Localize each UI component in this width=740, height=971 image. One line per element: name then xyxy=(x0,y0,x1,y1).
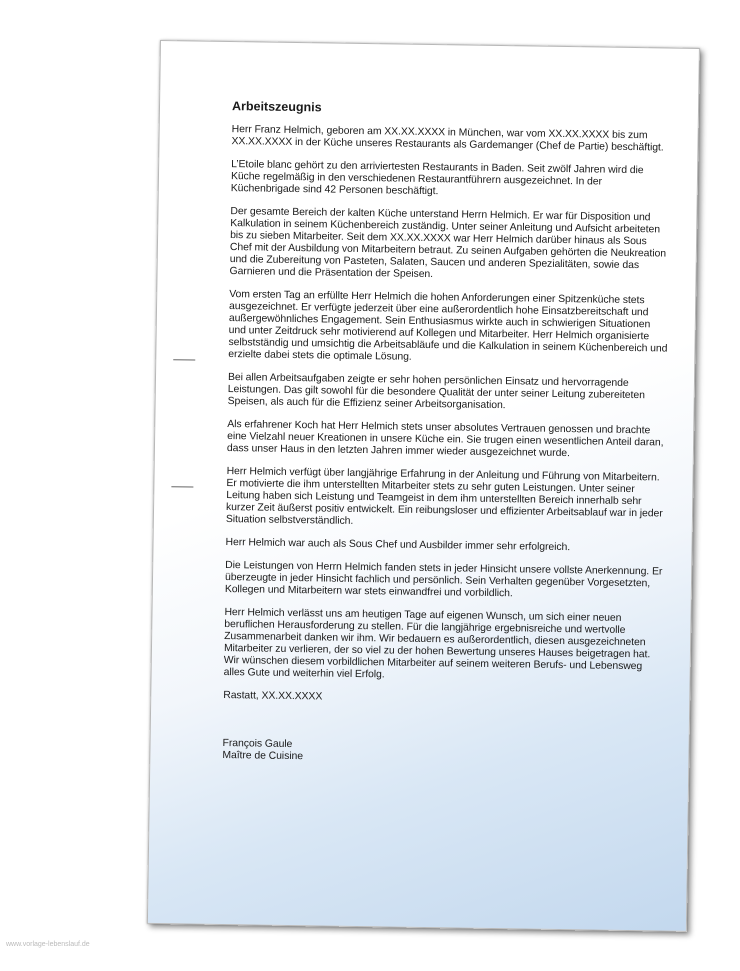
paragraph-conduct: Die Leistungen von Herrn Helmich fanden stets in jeder Hinsicht unsere vollste Anerkennung. Er überzeugte in jeder Hinsicht fachlich und persönlich. Sein Verhalten gegenüber Vorgesetzten, Kollegen und Mitarbeitern war stets einwandfrei und vorbildlich. xyxy=(224,560,663,600)
paragraph-company: L’Etoile blanc gehört zu den arriviertesten Restaurants in Baden. Seit zwölf Jahren wird die Küche regelmäßig in den verschiedenen Restaurantführern ausgezeichnet. In der Küchenbrigade sind 42 Personen beschäftigt. xyxy=(230,159,644,198)
paragraph-farewell: Herr Helmich verlässt uns am heutigen Tage auf eigenen Wunsch, um sich einer neuen beruflichen Herausforderung zu stellen. Für die langjährige ergebnisreiche und wertvolle Zusammenarbeit danken wir ihm. Wir bedauern es außerordentlich, diesen ausgezeichneten Mitarbeiter zu verlieren, der so viel zu der hohen Bewertung unseres Hauses beigetragen hat. Wir wünschen diesem vorbildlichen Mitarbeiter auf seinem weiteren Berufs- und Lebensweg alles Gute und weiterhin viel Erfolg. xyxy=(223,607,651,681)
signature-name: François Gaule xyxy=(222,738,293,751)
paragraph-trainer: Herr Helmich war auch als Sous Chef und Ausbilder immer sehr erfolgreich. xyxy=(225,537,571,554)
paragraph-intro: Herr Franz Helmich, geboren am XX.XX.XXXX in München, war vom XX.XX.XXXX bis zum XX.XX.XXXX in der Küche unseres Restaurants als Gardemanger (Chef de Partie) beschäftigt. xyxy=(231,124,664,154)
paragraph-duties: Der gesamte Bereich der kalten Küche unterstand Herrn Helmich. Er war für Disposition und Kalkulation in seinem Küchenbereich zuständig. Unter seiner Anleitung und Aufsicht arbeiteten bis zu sieben Mitarbeiter. Seit dem XX.XX.XXXX war Herr Helmich darüber hinaus als Sous Chef mit der Ausbildung von Mitarbeitern betraut. Zu seinen Aufgaben gehörten die Neukreation und die Zubereitung von Pasteten, Salaten, Saucen und anderen Spezialitäten, sowie das Garnieren und die Präsentation der Speisen. xyxy=(229,206,667,281)
paragraph-results: Bei allen Arbeitsaufgaben zeigte er sehr hohen persönlichen Einsatz und hervorragende Leistungen. Das gilt sowohl für die besondere Qualität der unter seiner Leitung zubereiteten Speisen, als auch für die Effizienz seiner Arbeitsorganisation. xyxy=(227,372,645,412)
paragraph-creativity: Als erfahrener Koch hat Herr Helmich stets unser absolutes Vertrauen genossen und brachte eine Vielzahl neuer Kreationen in unsere Küche ein. Sie trugen einen wesentlichen Anteil daran, dass unser Haus in den letzten Jahren immer wieder ausgezeichnet wurde. xyxy=(226,419,664,460)
place-date: Rastatt, XX.XX.XXXX xyxy=(223,690,323,703)
paragraph-leadership: Herr Helmich verfügt über langjährige Erfahrung in der Anleitung und Führung von Mitarbeitern. Er motivierte die ihm unterstellten Mitarbeiter stets zu sehr guten Leistungen. Unter seiner Leitung haben sich Leistung und Teamgeist in dem ihm unterstellten Bereich innerhalb sehr kurzer Zeit äußerst positiv entwickelt. Ein reibungsloser und effizienter Arbeitsablauf war in jeder Situation selbstverständlich. xyxy=(225,466,663,527)
fold-mark-top xyxy=(173,359,195,360)
paragraph-performance: Vom ersten Tag an erfüllte Herr Helmich die hohen Anforderungen einer Spitzenküche stets ausgezeichnet. Er verfügte jederzeit über eine außerordentlich hohe Einsatzbereitschaft und außergewöhnliches Engagement. Sein Enthusiasmus wirkte auch in schwierigen Situationen und unter Zeitdruck sehr motivierend auf Kollegen und Mitarbeiter. Herr Helmich organisierte selbstständig und umsichtig die Arbeitsabläufe und die Kalkulation in seinem Küchenbereich und erzielte dabei stets die optimale Lösung. xyxy=(228,289,668,363)
signature-block xyxy=(222,738,662,769)
signature-role: Maître de Cuisine xyxy=(222,750,304,763)
document-page xyxy=(147,40,700,932)
document-body xyxy=(222,99,672,768)
watermark-text: www.vorlage-lebenslauf.de xyxy=(6,941,90,948)
document-title: Arbeitszeugnis xyxy=(231,99,322,115)
fold-mark-bottom xyxy=(171,486,193,487)
